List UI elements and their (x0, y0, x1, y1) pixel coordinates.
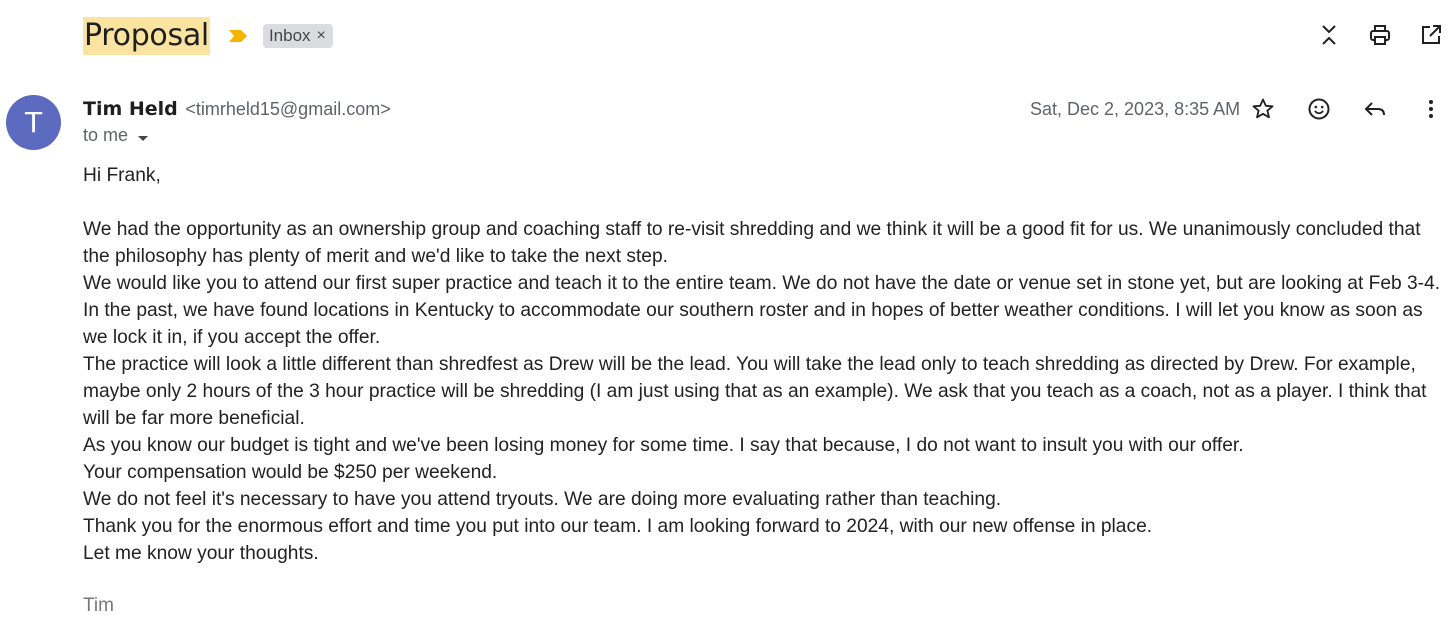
recipient-text: to me (83, 125, 129, 145)
label-chip-text: Inbox (268, 26, 311, 45)
thread-actions (1316, 22, 1444, 48)
email-paragraph: We do not feel it's necessary to have you attend tryouts. We are doing more evaluating rather than teaching. (83, 489, 1002, 510)
sender-name[interactable]: Tim Held (83, 98, 178, 120)
collapse-all-icon[interactable] (1316, 22, 1342, 48)
importance-marker-icon[interactable] (228, 28, 248, 44)
email-greeting: Hi Frank, (83, 165, 161, 186)
email-signature: Tim (83, 595, 114, 616)
star-icon[interactable] (1250, 96, 1276, 122)
more-vert-icon[interactable] (1418, 96, 1444, 122)
email-body (83, 162, 1443, 567)
sender-email: <timrheld15@gmail.com> (185, 99, 391, 119)
open-in-new-window-icon[interactable] (1418, 22, 1444, 48)
reply-icon[interactable] (1362, 96, 1388, 122)
message-actions (1250, 96, 1444, 122)
sender-line (83, 96, 391, 122)
email-date: Sat, Dec 2, 2023, 8:35 AM (1030, 99, 1241, 119)
email-paragraph: Let me know your thoughts. (83, 543, 319, 564)
subject-row (83, 17, 333, 55)
sender-avatar[interactable]: T (6, 95, 61, 150)
email-paragraph: We had the opportunity as an ownership group and coaching staff to re-visit shredding and we think it will be a good fit for us. We unanimously concluded that the philosophy has plenty of merit and we'd like to take the next step. (83, 219, 1421, 267)
emoji-reaction-icon[interactable] (1306, 96, 1332, 122)
email-paragraph: Your compensation would be $250 per weekend. (83, 462, 498, 483)
print-icon[interactable] (1367, 22, 1393, 48)
email-subject: Proposal (84, 18, 209, 53)
email-paragraph: We would like you to attend our first super practice and teach it to the entire team. We do not have the date or venue set in stone yet, but are looking at Feb 3-4. In the past, we have found locations in Kentucky to accommodate our southern roster and in hopes of better weather conditions. I will let you know as soon as we lock it in, if you accept the offer. (83, 273, 1441, 348)
remove-label-icon[interactable]: × (316, 27, 326, 44)
email-paragraph: The practice will look a little different than shredfest as Drew will be the lead. You will take the lead only to teach shredding as directed by Drew. For example, maybe only 2 hours of the 3 hour practice will be shredding (I am just using that as an example). We ask that you teach as a coach, not as a player. I think that will be far more beneficial. (83, 354, 1427, 429)
paragraph-spacer (83, 189, 1443, 216)
recipient-line[interactable] (83, 125, 150, 146)
email-paragraph: Thank you for the enormous effort and time you put into our team. I am looking forward to 2024, with our new offense in place. (83, 516, 1153, 537)
caret-down-icon[interactable] (136, 129, 150, 143)
label-chip-inbox (263, 24, 333, 48)
email-paragraph: As you know our budget is tight and we've been losing money for some time. I say that because, I do not want to insult you with our offer. (83, 435, 1244, 456)
